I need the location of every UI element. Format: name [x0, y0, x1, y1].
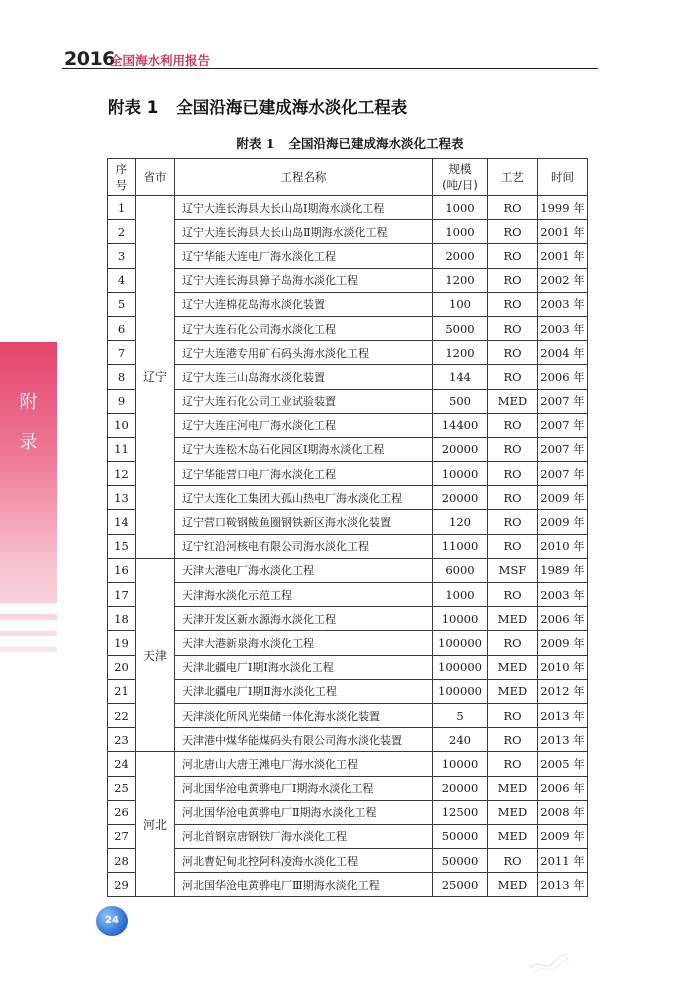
header-province: 省市 — [136, 159, 175, 196]
cell-time: 2009 年 — [538, 486, 588, 510]
cell-seq: 21 — [108, 679, 136, 703]
table-row — [108, 776, 588, 800]
cell-time: 2004 年 — [538, 341, 588, 365]
cell-time: 2013 年 — [538, 728, 588, 752]
table-row — [108, 462, 588, 486]
table-row — [108, 413, 588, 437]
cell-project-name: 河北首钢京唐钢铁厂海水淡化工程 — [175, 824, 433, 848]
cell-scale: 100000 — [433, 631, 488, 655]
cell-time: 2006 年 — [538, 365, 588, 389]
cell-seq: 13 — [108, 486, 136, 510]
table-row — [108, 316, 588, 340]
cell-seq: 1 — [108, 196, 136, 220]
header-scale: 规模 (吨/日) — [433, 159, 488, 196]
cell-time: 2005 年 — [538, 752, 588, 776]
cell-project-name: 天津开发区新水源海水淡化工程 — [175, 607, 433, 631]
cell-seq: 27 — [108, 824, 136, 848]
cell-project-name: 河北国华沧电黄骅电厂Ⅲ期海水淡化工程 — [175, 873, 433, 897]
cell-seq: 15 — [108, 534, 136, 558]
table-row — [108, 752, 588, 776]
header-year: 2016 — [64, 48, 115, 70]
appendix-side-tab — [0, 342, 57, 652]
cell-scale: 20000 — [433, 486, 488, 510]
cell-project-name: 辽宁大连松木岛石化园区Ⅰ期海水淡化工程 — [175, 437, 433, 461]
cell-seq: 24 — [108, 752, 136, 776]
cell-time: 2012 年 — [538, 679, 588, 703]
cell-time: 2001 年 — [538, 220, 588, 244]
cell-project-name: 河北唐山大唐王滩电厂海水淡化工程 — [175, 752, 433, 776]
cell-seq: 22 — [108, 703, 136, 727]
cell-seq: 17 — [108, 583, 136, 607]
cell-time: 1999 年 — [538, 196, 588, 220]
table-row — [108, 655, 588, 679]
cell-project-name: 辽宁大连长海县大长山岛Ⅰ期海水淡化工程 — [175, 196, 433, 220]
table-row — [108, 196, 588, 220]
cell-process: RO — [488, 728, 538, 752]
table-caption-number: 附表 1 — [236, 136, 275, 151]
cell-scale: 50000 — [433, 849, 488, 873]
cell-scale: 1000 — [433, 196, 488, 220]
cell-project-name: 辽宁大连长海县大长山岛Ⅱ期海水淡化工程 — [175, 220, 433, 244]
cell-scale: 1000 — [433, 220, 488, 244]
cell-scale: 100000 — [433, 679, 488, 703]
cell-project-name: 天津港中煤华能煤码头有限公司海水淡化装置 — [175, 728, 433, 752]
cell-process: RO — [488, 413, 538, 437]
cell-time: 2007 年 — [538, 437, 588, 461]
table-row — [108, 534, 588, 558]
cell-time: 2013 年 — [538, 873, 588, 897]
cell-project-name: 辽宁营口鞍钢鲅鱼圈钢铁新区海水淡化装置 — [175, 510, 433, 534]
cell-seq: 10 — [108, 413, 136, 437]
cell-scale: 25000 — [433, 873, 488, 897]
cell-project-name: 辽宁大连庄河电厂海水淡化工程 — [175, 413, 433, 437]
table-row — [108, 220, 588, 244]
table-row — [108, 437, 588, 461]
table-row — [108, 558, 588, 582]
cell-time: 2003 年 — [538, 583, 588, 607]
side-tab-stripe — [0, 636, 57, 647]
table-caption-title: 全国沿海已建成海水淡化工程表 — [288, 136, 464, 151]
cell-time: 2008 年 — [538, 800, 588, 824]
cell-process: RO — [488, 534, 538, 558]
cell-time: 2009 年 — [538, 631, 588, 655]
cell-time: 2001 年 — [538, 244, 588, 268]
cell-time: 2002 年 — [538, 268, 588, 292]
section-heading-number: 附表 1 — [108, 98, 159, 117]
cell-seq: 25 — [108, 776, 136, 800]
cell-seq: 12 — [108, 462, 136, 486]
table-row — [108, 679, 588, 703]
cell-process: RO — [488, 437, 538, 461]
cell-project-name: 天津大港电厂海水淡化工程 — [175, 558, 433, 582]
cell-scale: 100000 — [433, 655, 488, 679]
cell-scale: 10000 — [433, 752, 488, 776]
cell-seq: 2 — [108, 220, 136, 244]
cell-time: 2010 年 — [538, 534, 588, 558]
cell-seq: 14 — [108, 510, 136, 534]
cell-process: RO — [488, 220, 538, 244]
header-report-title: 全国海水利用报告 — [110, 53, 211, 68]
cell-project-name: 辽宁大连三山岛海水淡化装置 — [175, 365, 433, 389]
cell-scale: 2000 — [433, 244, 488, 268]
cell-time: 2009 年 — [538, 824, 588, 848]
cell-scale: 1000 — [433, 583, 488, 607]
table-body — [108, 196, 588, 897]
cell-project-name: 天津北疆电厂Ⅰ期Ⅰ海水淡化工程 — [175, 655, 433, 679]
cell-province: 天津 — [136, 558, 175, 752]
table-row — [108, 800, 588, 824]
cell-project-name: 辽宁大连长海县獐子岛海水淡化工程 — [175, 268, 433, 292]
cell-process: MSF — [488, 558, 538, 582]
cell-scale: 1200 — [433, 341, 488, 365]
cell-seq: 29 — [108, 873, 136, 897]
cell-project-name: 天津北疆电厂Ⅰ期Ⅱ海水淡化工程 — [175, 679, 433, 703]
cell-scale: 6000 — [433, 558, 488, 582]
table-caption — [0, 134, 700, 152]
cell-process: RO — [488, 631, 538, 655]
cell-project-name: 辽宁大连棉花岛海水淡化装置 — [175, 292, 433, 316]
cell-project-name: 河北曹妃甸北控阿科凌海水淡化工程 — [175, 849, 433, 873]
page-number-badge: 24 — [96, 906, 128, 936]
table-row — [108, 631, 588, 655]
cell-project-name: 天津海水淡化示范工程 — [175, 583, 433, 607]
cell-project-name: 辽宁红沿河核电有限公司海水淡化工程 — [175, 534, 433, 558]
cell-scale: 240 — [433, 728, 488, 752]
cell-project-name: 辽宁大连化工集团大孤山热电厂海水淡化工程 — [175, 486, 433, 510]
header-time: 时间 — [538, 159, 588, 196]
cell-process: RO — [488, 462, 538, 486]
cell-process: MED — [488, 776, 538, 800]
side-tab-char-1: 附 — [19, 392, 38, 413]
side-tab-char-2: 录 — [19, 432, 38, 453]
cell-process: RO — [488, 510, 538, 534]
cell-time: 2010 年 — [538, 655, 588, 679]
cell-process: RO — [488, 486, 538, 510]
table-row — [108, 244, 588, 268]
cell-seq: 6 — [108, 316, 136, 340]
table-row — [108, 341, 588, 365]
cell-process: RO — [488, 268, 538, 292]
cell-process: MED — [488, 800, 538, 824]
cell-time: 2007 年 — [538, 462, 588, 486]
cell-process: RO — [488, 316, 538, 340]
cell-scale: 20000 — [433, 437, 488, 461]
cell-time: 2003 年 — [538, 316, 588, 340]
desalination-projects-table — [107, 158, 588, 897]
table-row — [108, 849, 588, 873]
section-heading — [108, 94, 407, 118]
page-header — [62, 46, 598, 69]
cell-time: 2013 年 — [538, 703, 588, 727]
table-row — [108, 728, 588, 752]
table-row — [108, 365, 588, 389]
cell-process: RO — [488, 244, 538, 268]
cell-project-name: 河北国华沧电黄骅电厂Ⅱ期海水淡化工程 — [175, 800, 433, 824]
table-header-row — [108, 159, 588, 196]
cell-project-name: 辽宁大连石化公司海水淡化工程 — [175, 316, 433, 340]
table-row — [108, 583, 588, 607]
cell-process: MED — [488, 389, 538, 413]
table-row — [108, 510, 588, 534]
header-project-name: 工程名称 — [175, 159, 433, 196]
cell-seq: 20 — [108, 655, 136, 679]
cell-process: RO — [488, 196, 538, 220]
cell-scale: 144 — [433, 365, 488, 389]
cell-scale: 5 — [433, 703, 488, 727]
cell-seq: 23 — [108, 728, 136, 752]
cell-seq: 11 — [108, 437, 136, 461]
cell-process: MED — [488, 873, 538, 897]
cell-seq: 3 — [108, 244, 136, 268]
cell-process: MED — [488, 607, 538, 631]
cell-seq: 28 — [108, 849, 136, 873]
cell-process: RO — [488, 365, 538, 389]
cell-project-name: 辽宁华能大连电厂海水淡化工程 — [175, 244, 433, 268]
watermark-wave-icon — [528, 944, 570, 974]
cell-seq: 5 — [108, 292, 136, 316]
cell-scale: 500 — [433, 389, 488, 413]
cell-process: MED — [488, 824, 538, 848]
cell-seq: 9 — [108, 389, 136, 413]
cell-seq: 19 — [108, 631, 136, 655]
cell-seq: 26 — [108, 800, 136, 824]
cell-process: RO — [488, 583, 538, 607]
cell-scale: 11000 — [433, 534, 488, 558]
cell-project-name: 天津淡化所风光柴储一体化海水淡化装置 — [175, 703, 433, 727]
cell-seq: 18 — [108, 607, 136, 631]
cell-scale: 20000 — [433, 776, 488, 800]
section-heading-title: 全国沿海已建成海水淡化工程表 — [176, 98, 408, 117]
table-row — [108, 389, 588, 413]
table-row — [108, 486, 588, 510]
cell-project-name: 辽宁大连港专用矿石码头海水淡化工程 — [175, 341, 433, 365]
cell-project-name: 辽宁华能营口电厂海水淡化工程 — [175, 462, 433, 486]
cell-process: RO — [488, 292, 538, 316]
side-tab-stripe — [0, 620, 57, 631]
cell-time: 2007 年 — [538, 389, 588, 413]
header-seq: 序 号 — [108, 159, 136, 196]
cell-scale: 10000 — [433, 462, 488, 486]
cell-time: 2007 年 — [538, 413, 588, 437]
cell-time: 2006 年 — [538, 607, 588, 631]
cell-process: MED — [488, 655, 538, 679]
table-row — [108, 824, 588, 848]
table-row — [108, 607, 588, 631]
cell-project-name: 辽宁大连石化公司工业试验装置 — [175, 389, 433, 413]
cell-scale: 5000 — [433, 316, 488, 340]
cell-province: 辽宁 — [136, 196, 175, 559]
table-row — [108, 292, 588, 316]
cell-scale: 1200 — [433, 268, 488, 292]
header-process: 工艺 — [488, 159, 538, 196]
table-row — [108, 268, 588, 292]
cell-scale: 100 — [433, 292, 488, 316]
cell-process: MED — [488, 679, 538, 703]
cell-time: 2006 年 — [538, 776, 588, 800]
cell-seq: 16 — [108, 558, 136, 582]
table-row — [108, 703, 588, 727]
cell-process: RO — [488, 341, 538, 365]
table-row — [108, 873, 588, 897]
cell-scale: 50000 — [433, 824, 488, 848]
side-tab-stripe — [0, 603, 57, 614]
cell-time: 2003 年 — [538, 292, 588, 316]
cell-time: 2009 年 — [538, 510, 588, 534]
cell-scale: 12500 — [433, 800, 488, 824]
cell-seq: 7 — [108, 341, 136, 365]
cell-scale: 14400 — [433, 413, 488, 437]
cell-scale: 120 — [433, 510, 488, 534]
cell-scale: 10000 — [433, 607, 488, 631]
cell-process: RO — [488, 752, 538, 776]
cell-time: 1989 年 — [538, 558, 588, 582]
cell-time: 2011 年 — [538, 849, 588, 873]
cell-process: RO — [488, 703, 538, 727]
cell-process: RO — [488, 849, 538, 873]
cell-seq: 4 — [108, 268, 136, 292]
cell-province: 河北 — [136, 752, 175, 897]
cell-project-name: 河北国华沧电黄骅电厂Ⅰ期海水淡化工程 — [175, 776, 433, 800]
cell-seq: 8 — [108, 365, 136, 389]
cell-project-name: 天津大港新泉海水淡化工程 — [175, 631, 433, 655]
